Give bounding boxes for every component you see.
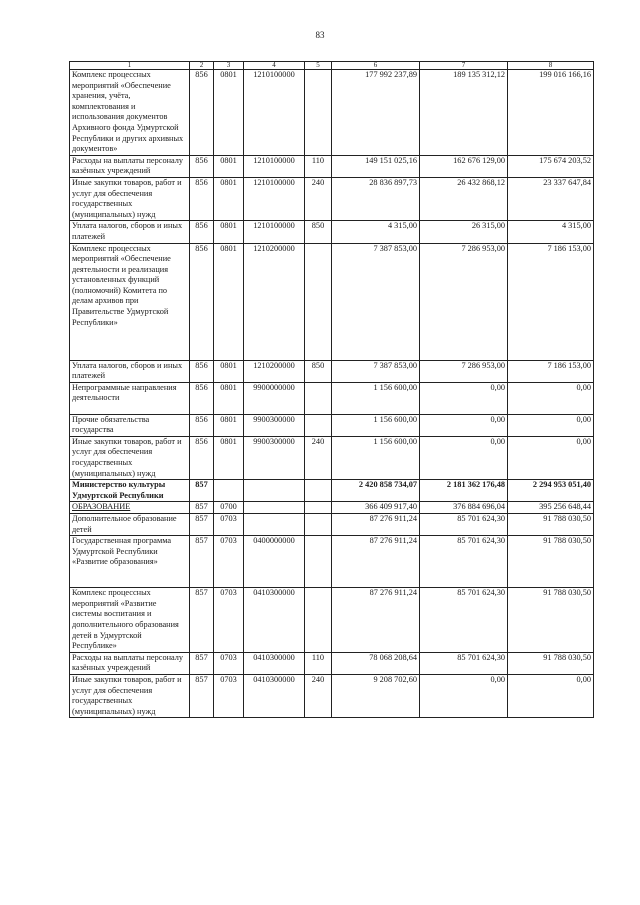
ministry-code-cell: 856	[190, 414, 214, 436]
amount-year1-cell: 1 156 600,00	[332, 436, 420, 479]
target-article-cell: 1210100000	[244, 177, 305, 220]
expense-type-cell	[305, 536, 332, 588]
expense-type-cell	[305, 502, 332, 514]
expense-type-cell	[305, 588, 332, 653]
section-code-cell: 0801	[214, 221, 244, 243]
amount-year2-cell: 85 701 624,30	[420, 514, 508, 536]
ministry-code-cell: 857	[190, 536, 214, 588]
target-article-cell: 9900300000	[244, 436, 305, 479]
amount-year3-cell: 175 674 203,52	[508, 155, 594, 177]
amount-year3-cell: 91 788 030,50	[508, 652, 594, 674]
target-article-cell: 1210100000	[244, 221, 305, 243]
amount-year3-cell: 2 294 953 051,40	[508, 480, 594, 502]
amount-year2-cell: 0,00	[420, 436, 508, 479]
amount-year1-cell: 87 276 911,24	[332, 514, 420, 536]
row-name-cell: Комплекс процессных мероприятий «Обеспечение хранения, учёта, комплектования и использования документов Архивного фонда Удмуртской Республики и других архивных документов»	[70, 70, 190, 156]
amount-year1-cell: 78 068 208,64	[332, 652, 420, 674]
row-name-cell: Расходы на выплаты персоналу казённых учреждений	[70, 155, 190, 177]
target-article-cell: 9900000000	[244, 382, 305, 414]
target-article-cell: 9900300000	[244, 414, 305, 436]
ministry-code-cell: 856	[190, 436, 214, 479]
amount-year1-cell: 7 387 853,00	[332, 360, 420, 382]
amount-year1-cell: 9 208 702,60	[332, 674, 420, 717]
table-row	[70, 536, 594, 588]
amount-year1-cell: 2 420 858 734,07	[332, 480, 420, 502]
amount-year2-cell: 7 286 953,00	[420, 360, 508, 382]
table-row	[70, 514, 594, 536]
amount-year2-cell: 85 701 624,30	[420, 536, 508, 588]
table-row	[70, 243, 594, 360]
section-code-cell: 0801	[214, 436, 244, 479]
amount-year3-cell: 0,00	[508, 414, 594, 436]
amount-year2-cell: 376 884 696,04	[420, 502, 508, 514]
ministry-code-cell: 856	[190, 360, 214, 382]
budget-table	[69, 61, 594, 718]
expense-type-cell	[305, 480, 332, 502]
section-code-cell: 0703	[214, 588, 244, 653]
section-code-cell: 0801	[214, 243, 244, 360]
ministry-code-cell: 856	[190, 155, 214, 177]
row-name-cell: Иные закупки товаров, работ и услуг для обеспечения государственных (муниципальных) нужд	[70, 674, 190, 717]
row-name-cell: Комплекс процессных мероприятий «Обеспечение деятельности и реализация установленных функций (полномочий) Комитета по делам архивов при Правительстве Удмуртской Республики»	[70, 243, 190, 360]
expense-type-cell	[305, 243, 332, 360]
section-code-cell: 0703	[214, 536, 244, 588]
amount-year1-cell: 149 151 025,16	[332, 155, 420, 177]
row-name-cell: Комплекс процессных мероприятий «Развитие системы воспитания и дополнительного образования детей в Удмуртской Республике»	[70, 588, 190, 653]
expense-type-cell: 110	[305, 155, 332, 177]
ministry-code-cell: 856	[190, 70, 214, 156]
expense-type-cell	[305, 514, 332, 536]
ministry-code-cell: 856	[190, 382, 214, 414]
table-row	[70, 177, 594, 220]
target-article-cell	[244, 514, 305, 536]
amount-year1-cell: 28 836 897,73	[332, 177, 420, 220]
ministry-code-cell: 857	[190, 514, 214, 536]
amount-year2-cell: 7 286 953,00	[420, 243, 508, 360]
row-name-cell: Прочие обязательства государства	[70, 414, 190, 436]
table-header-row	[70, 62, 594, 70]
table-row	[70, 436, 594, 479]
amount-year3-cell: 0,00	[508, 436, 594, 479]
row-name-cell: Иные закупки товаров, работ и услуг для обеспечения государственных (муниципальных) нужд	[70, 436, 190, 479]
table-row	[70, 502, 594, 514]
amount-year2-cell: 2 181 362 176,48	[420, 480, 508, 502]
amount-year3-cell: 91 788 030,50	[508, 514, 594, 536]
table-row	[70, 480, 594, 502]
expense-type-cell	[305, 70, 332, 156]
amount-year1-cell: 177 992 237,89	[332, 70, 420, 156]
ministry-code-cell: 857	[190, 480, 214, 502]
amount-year3-cell: 395 256 648,44	[508, 502, 594, 514]
column-header: 7	[420, 62, 508, 70]
section-code-cell: 0700	[214, 502, 244, 514]
target-article-cell	[244, 480, 305, 502]
ministry-code-cell: 856	[190, 221, 214, 243]
amount-year2-cell: 189 135 312,12	[420, 70, 508, 156]
amount-year2-cell: 26 432 868,12	[420, 177, 508, 220]
table-row	[70, 70, 594, 156]
target-article-cell: 0410300000	[244, 674, 305, 717]
page-number: 83	[315, 30, 325, 40]
column-header: 2	[190, 62, 214, 70]
amount-year1-cell: 4 315,00	[332, 221, 420, 243]
amount-year2-cell: 0,00	[420, 414, 508, 436]
ministry-code-cell: 856	[190, 243, 214, 360]
table-row	[70, 155, 594, 177]
table-row	[70, 382, 594, 414]
column-header: 5	[305, 62, 332, 70]
row-name-cell: Непрограммные направления деятельности	[70, 382, 190, 414]
amount-year2-cell: 26 315,00	[420, 221, 508, 243]
ministry-code-cell: 857	[190, 588, 214, 653]
section-code-cell	[214, 480, 244, 502]
table-row	[70, 674, 594, 717]
amount-year3-cell: 199 016 166,16	[508, 70, 594, 156]
row-name-cell: Иные закупки товаров, работ и услуг для обеспечения государственных (муниципальных) нужд	[70, 177, 190, 220]
target-article-cell: 1210200000	[244, 243, 305, 360]
target-article-cell: 1210100000	[244, 70, 305, 156]
target-article-cell: 0410300000	[244, 652, 305, 674]
target-article-cell: 0410300000	[244, 588, 305, 653]
section-code-cell: 0801	[214, 414, 244, 436]
amount-year3-cell: 0,00	[508, 382, 594, 414]
row-name-cell: Государственная программа Удмуртской Республики «Развитие образования»	[70, 536, 190, 588]
amount-year2-cell: 0,00	[420, 382, 508, 414]
section-code-cell: 0801	[214, 155, 244, 177]
table-row	[70, 414, 594, 436]
row-name-cell: Расходы на выплаты персоналу казённых учреждений	[70, 652, 190, 674]
expense-type-cell: 850	[305, 221, 332, 243]
amount-year3-cell: 7 186 153,00	[508, 243, 594, 360]
expense-type-cell	[305, 382, 332, 414]
amount-year3-cell: 7 186 153,00	[508, 360, 594, 382]
target-article-cell: 1210200000	[244, 360, 305, 382]
table-row	[70, 588, 594, 653]
section-code-cell: 0703	[214, 514, 244, 536]
section-code-cell: 0703	[214, 652, 244, 674]
expense-type-cell	[305, 414, 332, 436]
expense-type-cell: 240	[305, 177, 332, 220]
section-code-cell: 0801	[214, 177, 244, 220]
amount-year1-cell: 1 156 600,00	[332, 382, 420, 414]
row-name-cell: Уплата налогов, сборов и иных платежей	[70, 221, 190, 243]
expense-type-cell: 110	[305, 652, 332, 674]
row-name-cell: Дополнительное образование детей	[70, 514, 190, 536]
column-header: 3	[214, 62, 244, 70]
amount-year3-cell: 4 315,00	[508, 221, 594, 243]
expense-type-cell: 240	[305, 674, 332, 717]
column-header: 8	[508, 62, 594, 70]
amount-year2-cell: 0,00	[420, 674, 508, 717]
table-row	[70, 360, 594, 382]
column-header: 1	[70, 62, 190, 70]
amount-year1-cell: 366 409 917,40	[332, 502, 420, 514]
row-name-cell: Министерство культуры Удмуртской Республики	[70, 480, 190, 502]
ministry-code-cell: 857	[190, 502, 214, 514]
amount-year3-cell: 23 337 647,84	[508, 177, 594, 220]
section-code-cell: 0801	[214, 70, 244, 156]
target-article-cell: 0400000000	[244, 536, 305, 588]
amount-year1-cell: 7 387 853,00	[332, 243, 420, 360]
column-header: 6	[332, 62, 420, 70]
section-code-cell: 0801	[214, 360, 244, 382]
target-article-cell	[244, 502, 305, 514]
expense-type-cell: 850	[305, 360, 332, 382]
amount-year2-cell: 85 701 624,30	[420, 652, 508, 674]
table-row	[70, 652, 594, 674]
ministry-code-cell: 857	[190, 674, 214, 717]
table-row	[70, 221, 594, 243]
expense-type-cell: 240	[305, 436, 332, 479]
target-article-cell: 1210100000	[244, 155, 305, 177]
section-code-cell: 0703	[214, 674, 244, 717]
column-header: 4	[244, 62, 305, 70]
amount-year2-cell: 85 701 624,30	[420, 588, 508, 653]
row-name-cell: Уплата налогов, сборов и иных платежей	[70, 360, 190, 382]
amount-year1-cell: 87 276 911,24	[332, 588, 420, 653]
row-name-cell: ОБРАЗОВАНИЕ	[70, 502, 190, 514]
ministry-code-cell: 856	[190, 177, 214, 220]
amount-year3-cell: 0,00	[508, 674, 594, 717]
amount-year1-cell: 87 276 911,24	[332, 536, 420, 588]
ministry-code-cell: 857	[190, 652, 214, 674]
amount-year1-cell: 1 156 600,00	[332, 414, 420, 436]
amount-year3-cell: 91 788 030,50	[508, 588, 594, 653]
amount-year3-cell: 91 788 030,50	[508, 536, 594, 588]
amount-year2-cell: 162 676 129,00	[420, 155, 508, 177]
section-code-cell: 0801	[214, 382, 244, 414]
